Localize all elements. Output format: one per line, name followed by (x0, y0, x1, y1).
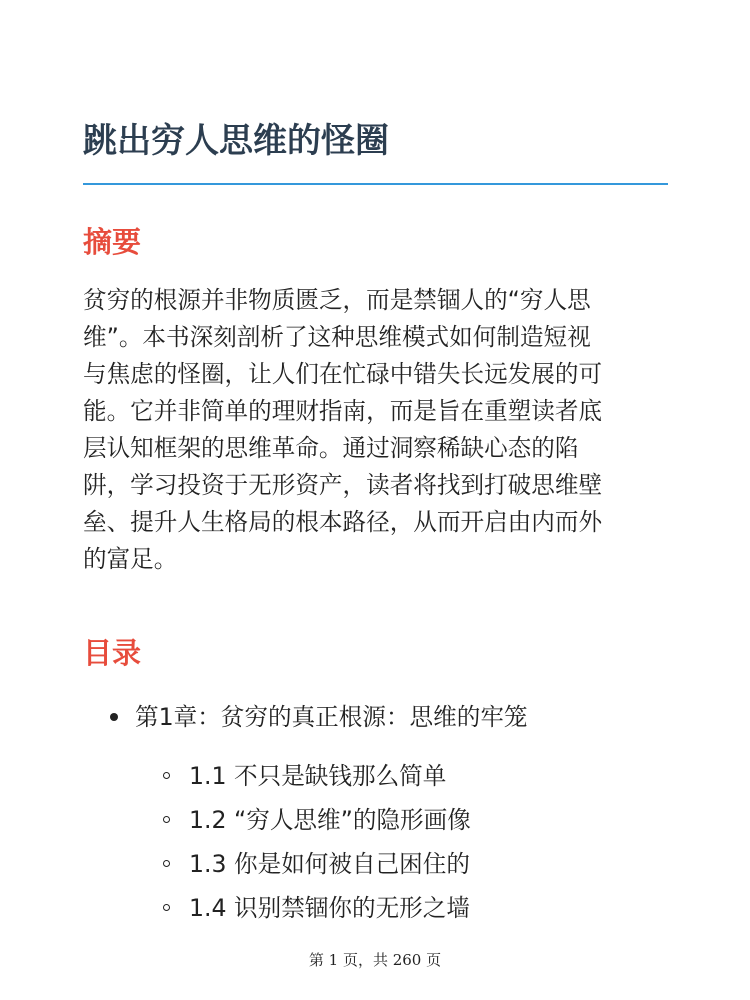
abstract-paragraph (83, 282, 668, 578)
toc-chapter-label: 第1章：贫穷的真正根源：思维的牢笼 (135, 703, 528, 731)
toc-section-item (83, 887, 668, 931)
abstract-line: 贫穷的根源并非物质匮乏，而是禁锢人的“穷人思 (83, 286, 591, 314)
toc-section-item (83, 755, 668, 799)
abstract-line: 层认知框架的思维革命。通过洞察稀缺心态的陷 (83, 434, 579, 462)
page-number-footer: 第 1 页，共 260 页 (308, 951, 442, 969)
bullet-circle-icon (163, 860, 170, 867)
abstract-line: 垒、提升人生格局的根本路径，从而开启由内而外 (83, 508, 603, 536)
book-title: 跳出穷人思维的怪圈 (83, 121, 389, 161)
toc-section-label: 1.3 你是如何被自己困住的 (189, 850, 470, 878)
abstract-line: 维”。本书深刻剖析了这种思维模式如何制造短视 (83, 323, 591, 351)
toc-section-item (83, 843, 668, 887)
toc-section-label: 1.2 “穷人思维”的隐形画像 (189, 806, 471, 834)
toc-section-label: 1.1 不只是缺钱那么简单 (189, 762, 447, 790)
toc-chapter-1 (110, 699, 528, 735)
title-divider (83, 183, 668, 185)
abstract-line: 阱，学习投资于无形资产，读者将找到打破思维壁 (83, 471, 603, 499)
abstract-heading: 摘要 (83, 225, 142, 259)
bullet-circle-icon (163, 772, 170, 779)
abstract-line: 的富足。 (83, 545, 178, 573)
bullet-circle-icon (163, 816, 170, 823)
toc-section-list (83, 755, 668, 931)
abstract-line: 能。它并非简单的理财指南，而是旨在重塑读者底 (83, 397, 603, 425)
abstract-line: 与焦虑的怪圈，让人们在忙碌中错失长远发展的可 (83, 360, 603, 388)
toc-section-label: 1.4 识别禁锢你的无形之墙 (189, 894, 470, 922)
bullet-circle-icon (163, 904, 170, 911)
toc-section-item (83, 799, 668, 843)
bullet-disc-icon (110, 713, 118, 721)
toc-heading: 目录 (83, 636, 142, 670)
document-page (83, 0, 668, 1000)
